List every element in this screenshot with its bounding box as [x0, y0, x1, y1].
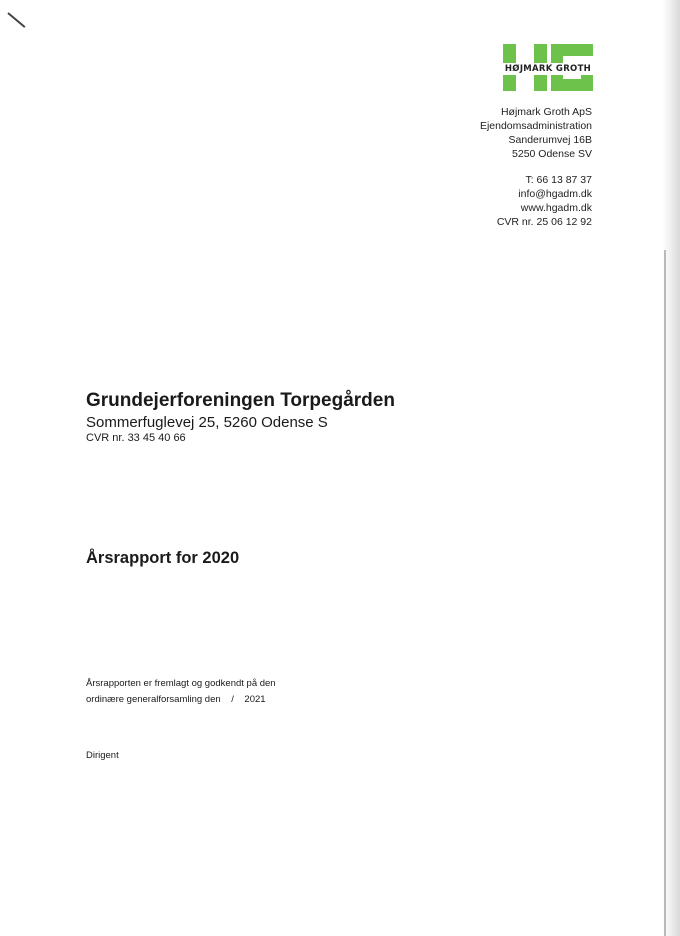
client-cvr: CVR nr. 33 45 40 66 [86, 432, 186, 444]
company-address-block [480, 105, 592, 229]
approval-statement [86, 676, 276, 708]
company-city: 5250 Odense SV [512, 148, 592, 160]
page-edge-line [664, 250, 666, 936]
company-logo [501, 44, 595, 91]
company-email: info@hgadm.dk [518, 188, 592, 200]
company-name: Højmark Groth ApS [500, 106, 592, 118]
scan-mark [7, 12, 25, 28]
company-phone: T: 66 13 87 37 [525, 174, 592, 186]
company-web: www.hgadm.dk [520, 202, 592, 214]
report-title: Årsrapport for 2020 [86, 549, 240, 567]
client-address: Sommerfuglevej 25, 5260 Odense S [86, 414, 328, 431]
company-department: Ejendomsadministration [479, 120, 592, 132]
approval-line-1: Årsrapporten er fremlagt og godkendt på den [86, 678, 276, 689]
company-street: Sanderumvej 16B [508, 134, 592, 146]
client-name: Grundejerforeningen Torpegården [86, 390, 395, 411]
dirigent-label: Dirigent [86, 750, 119, 761]
logo-wordmark: HØJMARK GROTH [501, 63, 595, 75]
company-cvr: CVR nr. 25 06 12 92 [496, 216, 592, 228]
approval-line-2: ordinære generalforsamling den / 2021 [86, 694, 266, 705]
